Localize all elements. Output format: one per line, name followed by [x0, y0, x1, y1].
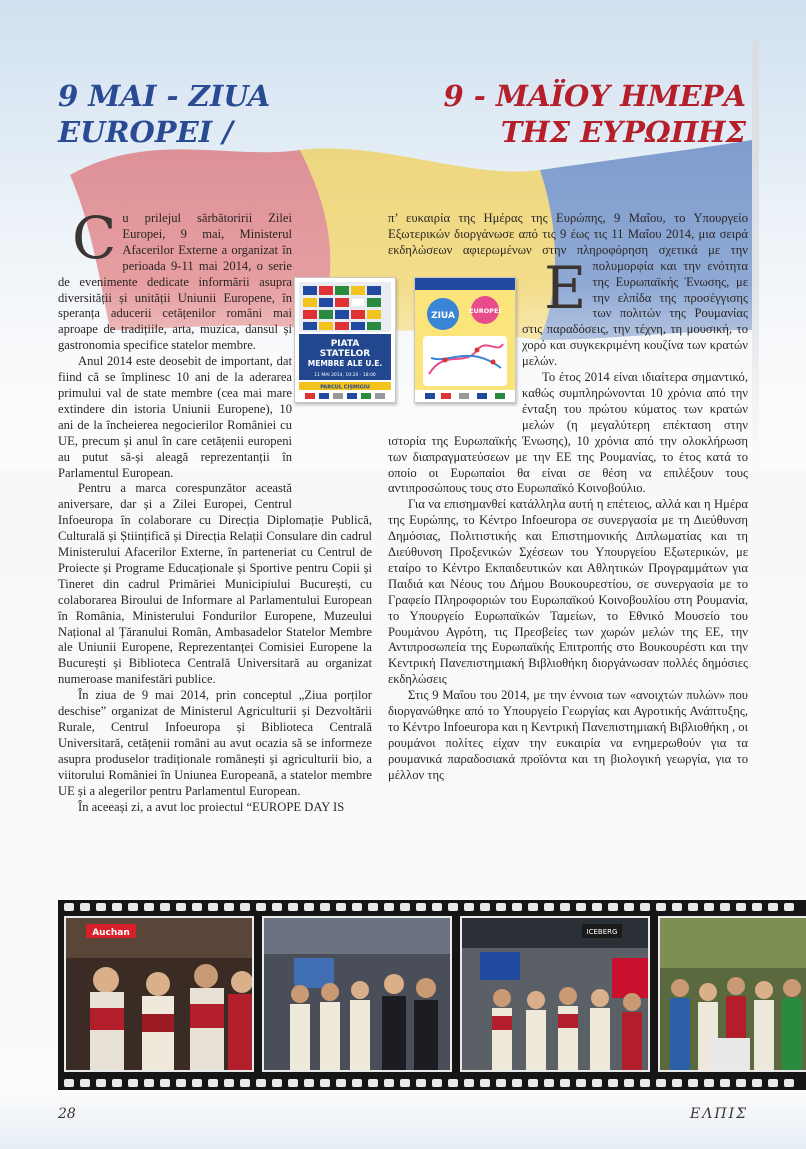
poster1-line3: MEMBRE ALE U.E.	[307, 359, 383, 368]
greek-dropcap: Ε	[544, 254, 587, 322]
title-romanian-line2: EUROPEI /	[58, 115, 233, 149]
event-posters	[294, 277, 520, 409]
title-romanian	[58, 78, 388, 150]
page-number: 28	[58, 1106, 76, 1122]
poster1-place: PARCUL CIȘMIGIU	[320, 384, 370, 391]
poster1-line2: STATELOR	[319, 349, 371, 359]
romanian-paragraph-5: În aceeași zi, a avut loc proiectul “EUROPE DAY IS	[78, 799, 345, 814]
poster2-word1: ZIUA	[431, 311, 455, 321]
photo-shop-sign: Auchan	[92, 928, 130, 938]
photo-crowd	[658, 916, 806, 1072]
greek-paragraph-4: Στις 9 Μαΐου του 2014, με την έννοια των «ανοιχτών πυλών» που διοργανώθηκε από το Υπουργείο Γεωργίας και Αγροτικής Ανάπτυξης, το Κέντρο Infoeuropa και η Κεντρική Πανεπιστημιακή Βιβλιοθήκη , οι ρουμάνοι πολίτες είχαν την ευκαιρία να ενημερωθούν για τα ρουμανικά παραδοσιακά προϊόντα και τη βιολογική γεωργία, για το μέλλον της	[388, 688, 748, 782]
photo-folk-dancers-2	[460, 916, 650, 1072]
photo-folk-dancers-1	[64, 916, 254, 1072]
greek-paragraph-2: Το έτος 2014 είναι ιδιαίτερα σημαντικό, καθώς συμπληρώνονται 10 χρόνια από την ένταξη του πρώτου κύματος των κρατών μελών (η μεγαλύτερη επέκταση στην ιστορία της Ευρωπαϊκής Ένωσης), 10 χρόνια από την ολοκλήρωση των διαπραγματεύσεων με την ΕΕ της Ρουμανίας, το έτος κατά το οποίο οι Ευρωπαίοι θα είναι σε θέση να επιλέξουν τους αντιπροσώπους τους στο Ευρωπαϊκό Κοινοβούλιο.	[388, 370, 748, 496]
romanian-paragraph-4: În ziua de 9 mai 2014, prin conceptul „Ziua porților deschise” organizat de Ministerul Agriculturii și Dezvoltării Rurale, Centrul Infoeuropa și Biblioteca Centrală Universitară, cetățenii români au avut ocazia să se informeze asupra produselor tradiționale românești și agriculturii bio, a viitorului României în Uniunea Europeană, a statelor membre UE și a alegerilor pentru Parlamentul European.	[58, 688, 372, 798]
footer-band	[0, 1090, 806, 1149]
greek-paragraph-1: π’ ευκαιρία της Ημέρας της Ευρώπης, 9 Μαΐου, το Υπουργείο Εξωτερικών διοργάνωσε από τις 9 έως τις 11 Μαΐου 2014, μια σειρά εκδηλώσεων αφιερωμένων στην πληροφόρηση σχετικά με την πολυμορφία και την ενότητα της Ευρωπαϊκής Ένωσης, με την ελπίδα της προσέγγισης των πολιτών της Ρουμανίας στις παραδόσεις, την τέχνη, τη μουσική, το χορό και συγκεκριμένη κουζίνα των κρατών μελών.	[388, 211, 748, 369]
romanian-paragraph-3: Pentru a marca corespunzător această aniversare, dar și a Zilei Europei, Centrul Infoeuropa în colaborare cu Direcția Diplomație Publică, Culturală și Științifică și Direcția Relații Consulare din cadrul Ministerului Afacerilor Externe, în parteneriat cu Centrul de Proiecte și Programe Educaționale și Sportive pentru Copii și Tineret din cadrul Primăriei Municipiului București, cu colaborarea Biroului de Informare al Parlamentului European în România, Ministerului Fondurilor Europene, Muzeului Național al Țăranului Român, Ambasadelor Statelor Membre ale Uniunii Europene, Reprezentanței Comisiei Europene la București și Biblioteca Centrală Universitară au organizat numeroase manifestări publice.	[58, 481, 372, 687]
film-perforations-top	[58, 900, 806, 914]
title-greek-line2: ΤΗΣ ΕΥΡΩΠΗΣ	[500, 115, 746, 149]
romanian-paragraph-1: u prilejul sărbătoririi Zilei Europei, 9 mai, Ministerul Afacerilor Externe a organizat în perioada 9-11 mai 2014, o serie de evenimente dedicate informării asupra diversității și unității Uniunii Europene, în speranța aducerii cetățenilor români mai aproape de tradițiile, arta, muzica, dansul și gastronomia specifice statelor membre.	[58, 211, 292, 353]
magazine-name: ΕΛΠΙΣ	[690, 1106, 748, 1122]
poster1-line1: PIATA	[330, 339, 360, 349]
title-greek	[416, 78, 746, 150]
photo-officials-and-dancers	[262, 916, 452, 1072]
title-greek-line1: 9 - ΜΑΪΟΥ ΗΜΕΡΑ	[443, 79, 746, 113]
photo-screen-text: ICEBERG	[586, 928, 618, 936]
poster-eu-market	[294, 277, 396, 403]
poster1-date: 11 MAI 2014, 10:20 - 18:00	[314, 373, 376, 378]
romanian-dropcap: C	[72, 204, 117, 272]
greek-paragraph-3: Για να επισημανθεί κατάλληλα αυτή η επέτειος, αλλά και η Ημέρα της Ευρώπης, το Κέντρο Infoeuropa σε συνεργασία με τη Διεύθυνση Δημόσιας, Πολιτιστικής και Επιστημονικής Διπλωματίας και τη Διεύθυνση Προξενικών Σχέσεων του Υπουργείου Εξωτερικών, με εταίρο το Κέντρο Εκπαιδευτικών και Αθλητικών Προγραμμάτων για Παιδιά και Νέους του Δήμου Βουκουρεστίου, σε συνεργασία με το Γραφείο Πληροφοριών του Ευρωπαϊκού Κοινοβουλίου στη Ρουμανία, το Υπουργείο Ευρωπαϊκών Ταμείων, το Εθνικό Μουσείο του Ρουμάνου Αγρότη, τις Πρεσβείες των χωρών μελών της ΕΕ, την Αντιπροσωπεία της Ευρωπαϊκής Επιτροπής στο Βουκουρέστι και την Κεντρική Πανεπιστημιακή Βιβλιοθήκη διοργάνωσαν πολλές δημόσιες εκδηλώσεις	[388, 497, 748, 687]
poster2-word2: EUROPEI	[469, 307, 501, 315]
photo-filmstrip	[58, 900, 806, 1090]
romanian-paragraph-2: Anul 2014 este deosebit de important, dat fiind că se împlinesc 10 ani de la aderarea primului val de state membre (cea mai mare extindere din istoria Uniunii Europene), 10 ani de la încheierea negocierilor României cu UE, precum și anul în care cetățenii europeni au putut să-și aleagă reprezentanții în Parlamentul European.	[58, 354, 292, 480]
poster-europe-day	[414, 277, 516, 403]
title-romanian-line1: 9 MAI - ZIUA	[58, 79, 271, 113]
film-perforations-bottom	[58, 1076, 806, 1090]
